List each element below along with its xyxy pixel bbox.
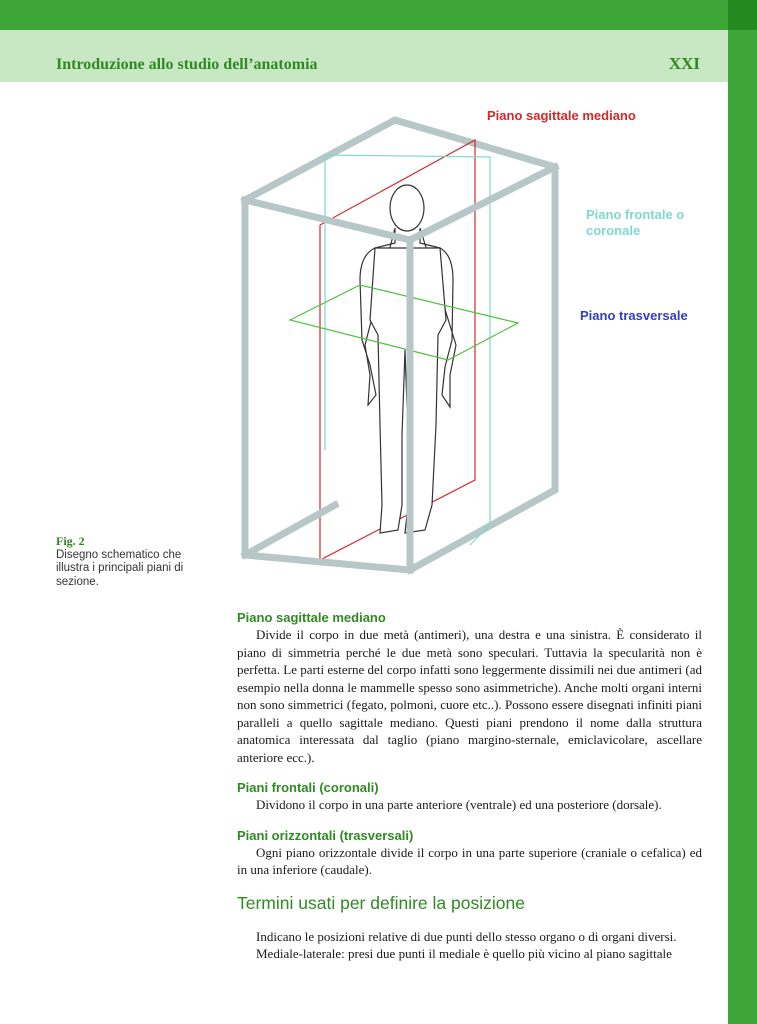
top-color-bar [0, 0, 728, 30]
section-heading: Piano sagittale mediano [237, 610, 386, 625]
position-paragraph: Mediale-laterale: presi due punti il mediale è quello più vicino al piano sagittale [256, 946, 672, 961]
position-paragraph: Indicano le posizioni relative di due punti dello stesso organo o di organi diversi. [256, 928, 677, 944]
planes-illustration [220, 105, 720, 595]
section-paragraph: Ogni piano orizzontale divide il corpo in una parte superiore (craniale o cefalica) ed in una inferiore (caudale). [237, 844, 702, 877]
top-corner-block [728, 0, 757, 30]
label-sagittal-plane: Piano sagittale mediano [487, 108, 636, 123]
section-paragraph: Dividono il corpo in una parte anteriore (ventrale) ed una posteriore (dorsale). [256, 797, 662, 812]
right-margin-strip [728, 30, 757, 1024]
label-frontal-plane-line1: Piano frontale o [586, 207, 685, 222]
section-paragraph: Divide il corpo in due metà (antimeri), una destra e una sinistra. È considerato il piano di simmetria perché le due metà sono speculari. Tuttavia la specularità non è perfetta. Le parti esterne del corpo infatti sono leggermente dissimili nei due antimeri (ad esempio nella donna le mammelle spesso sono asimmetriche). Anche molti organi interni non sono simmetrici (fegato, polmoni, cuore etc..). Possono essere disegnati infiniti piani paralleli a quello sagittale mediano. Questi piani prendono il nome dalla struttura anatomica interessata dal taglio (piano margino-sternale, emiclavicolare, ascellare anteriore ecc.). [237, 627, 702, 765]
label-transverse-plane: Piano trasversale [580, 308, 688, 323]
anatomical-planes-figure [220, 105, 720, 595]
section-horizontal [237, 828, 702, 879]
page-number: XXI [668, 54, 700, 73]
figure-caption [56, 535, 216, 589]
section-heading: Piani orizzontali (trasversali) [237, 827, 414, 843]
main-text [237, 610, 702, 963]
label-frontal-plane-line2: coronale [586, 223, 641, 238]
section-heading: Piani frontali (coronali) [237, 780, 379, 795]
section-sagittal [237, 610, 702, 766]
position-terms-title: Termini usati per definire la posizione [237, 892, 525, 913]
running-title: Introduzione allo studio dell’anatomia [56, 56, 318, 73]
figure-caption-text: Disegno schematico che illustra i principali piani di sezione. [56, 548, 184, 588]
section-frontal [237, 780, 702, 814]
figure-number: Fig. 2 [56, 534, 85, 548]
